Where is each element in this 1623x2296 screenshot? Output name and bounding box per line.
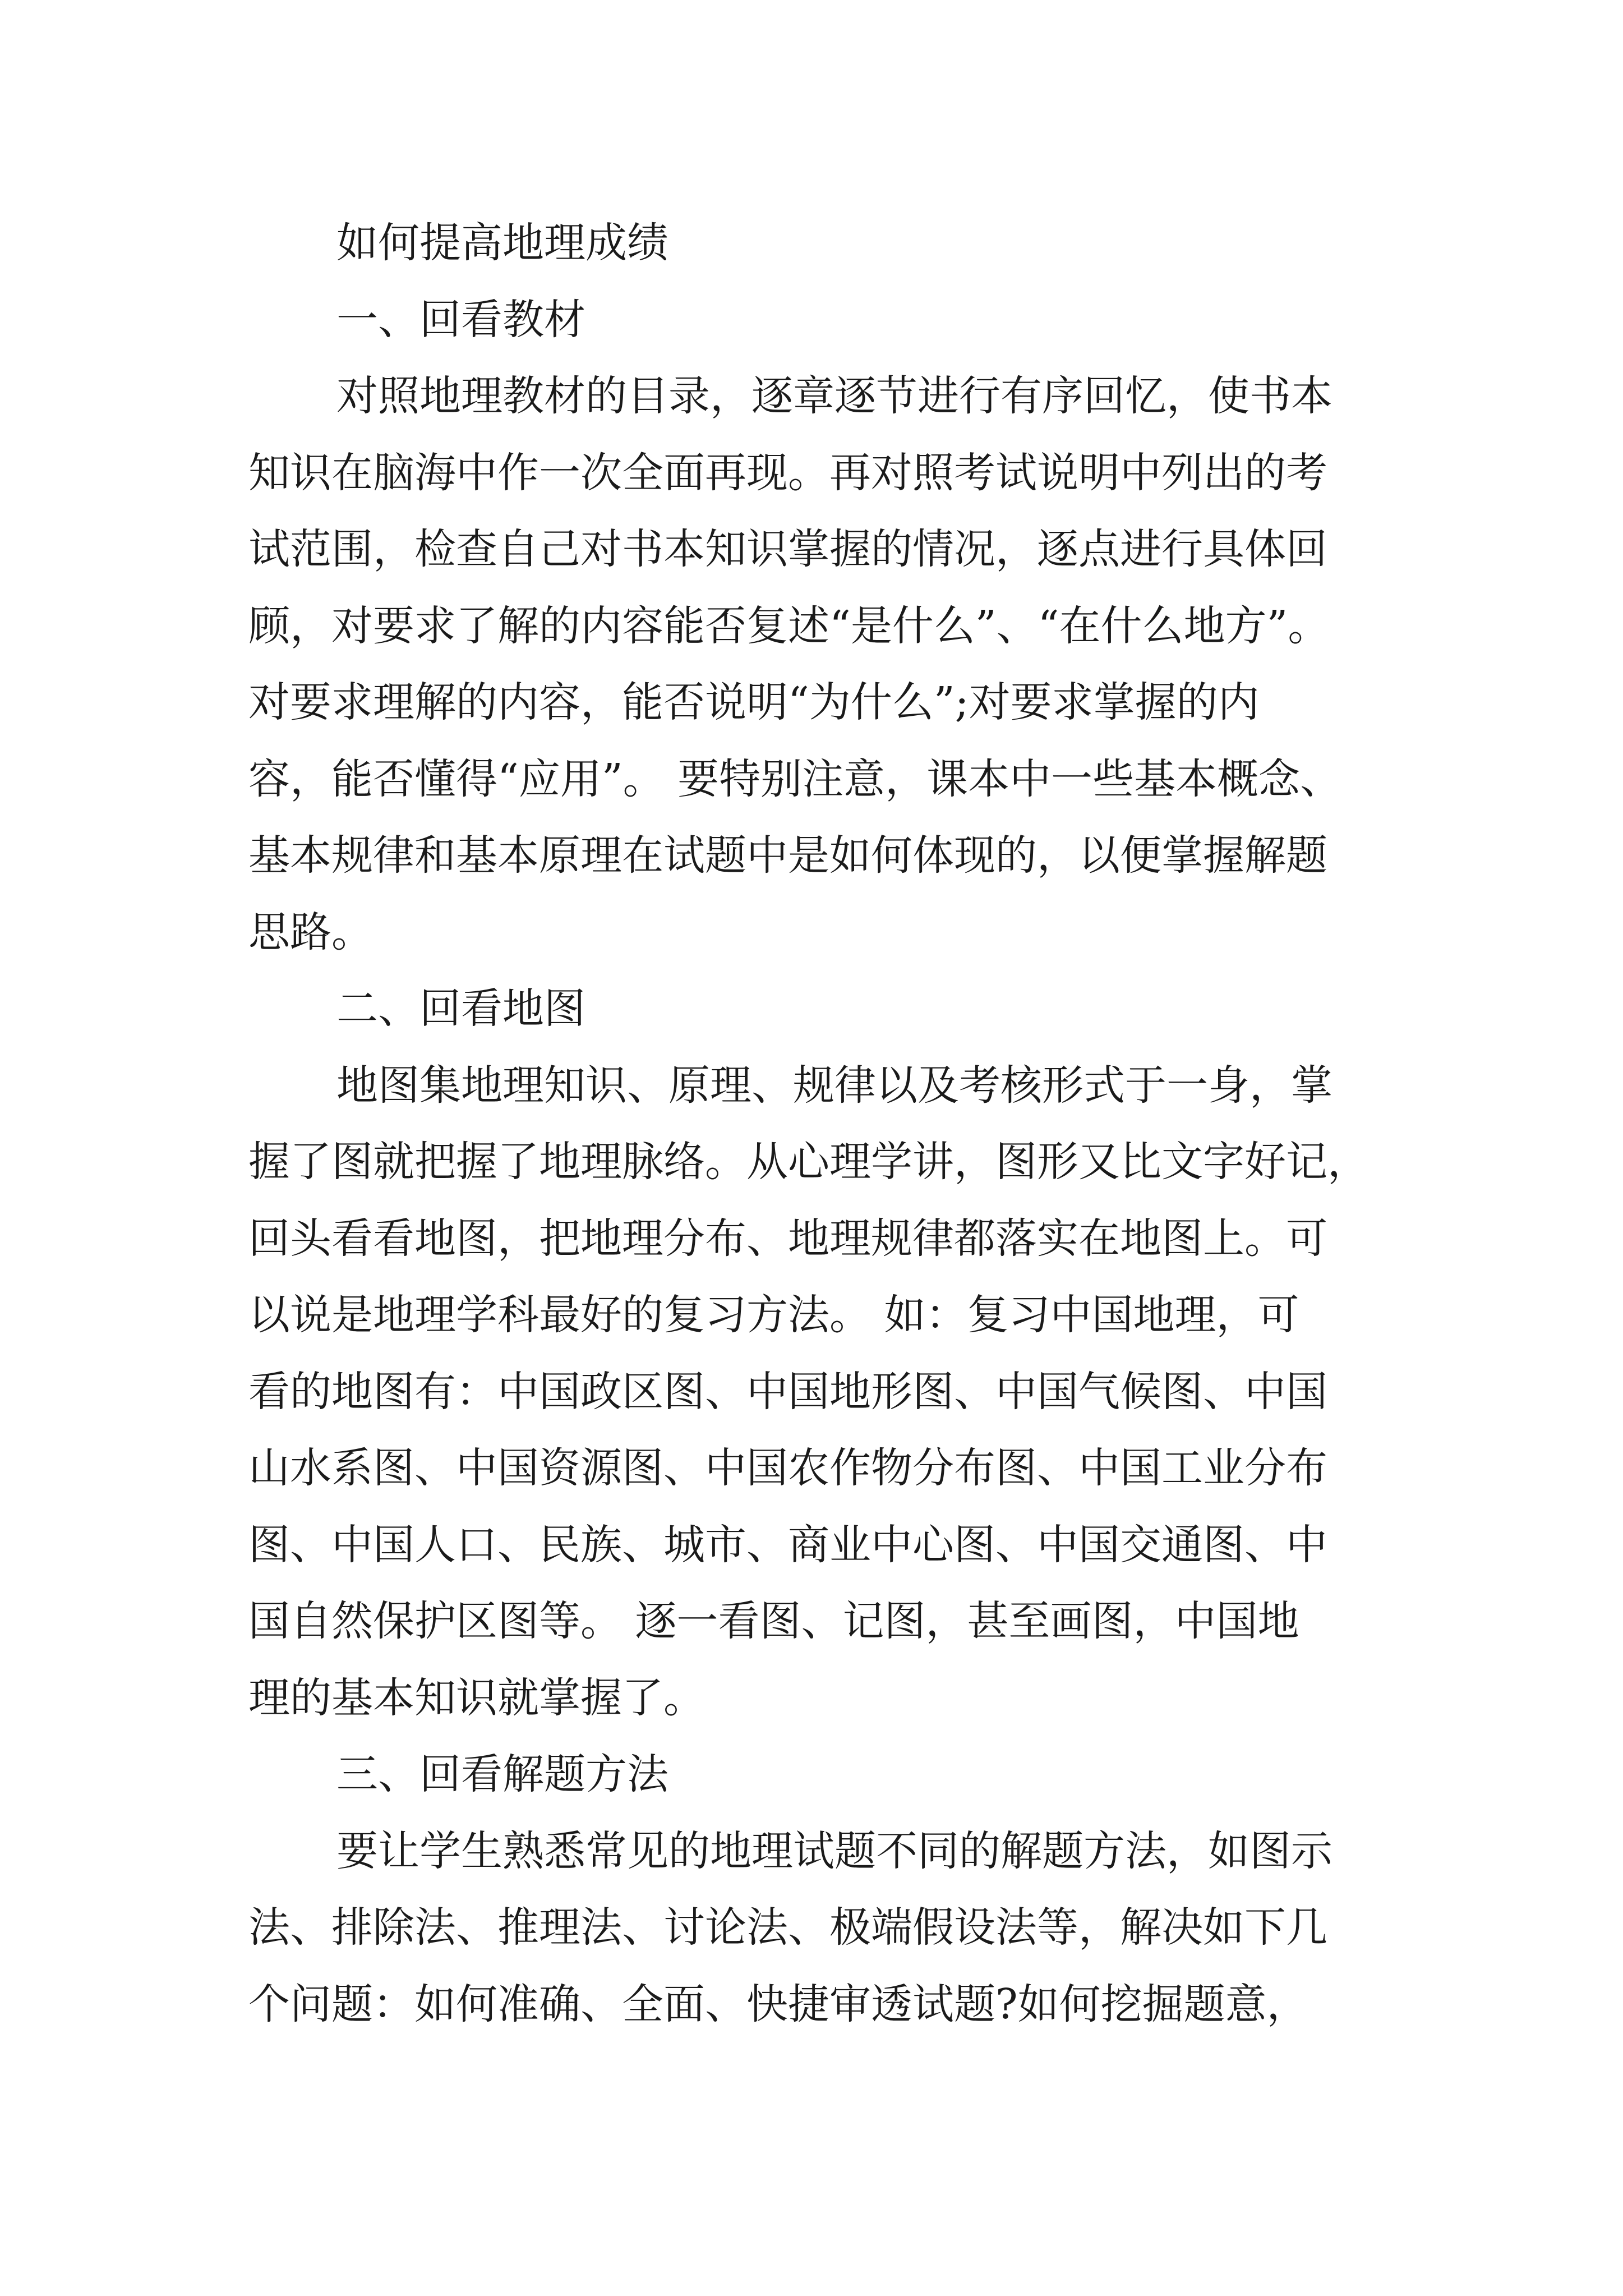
- paragraph-line: 要让学生熟悉常见的地理试题不同的解题方法，如图示: [336, 1827, 1332, 1875]
- paragraph-line: 法、排除法、推理法、讨论法、极端假设法等，解决如下几: [248, 1903, 1327, 1952]
- paragraph-line: 握了图就把握了地理脉络。从心理学讲，图形又比文字好记，: [248, 1138, 1369, 1186]
- paragraph-line: 试范围，检查自己对书本知识掌握的情况，逐点进行具体回: [248, 525, 1327, 573]
- paragraph-line: 思路。: [248, 908, 373, 956]
- paragraph-line: 理的基本知识就掌握了。: [248, 1674, 705, 1722]
- paragraph-line: 顾，对要求了解的内容能否复述“是什么”、“在什么地方”。: [248, 602, 1330, 650]
- paragraph-line: 个问题：如何准确、全面、快捷审透试题?如何挖掘题意，: [248, 1980, 1308, 2028]
- paragraph-line: 容，能否懂得“应用”。 要特别注意，课本中一些基本概念、: [248, 755, 1342, 803]
- paragraph-line: 看的地图有：中国政区图、中国地形图、中国气候图、中国: [248, 1368, 1327, 1416]
- paragraph-line: 国自然保护区图等。 逐一看图、记图，甚至画图，中国地: [248, 1597, 1299, 1645]
- paragraph-line: 知识在脑海中作一次全面再现。再对照考试说明中列出的考: [248, 449, 1327, 497]
- section-heading: 二、回看地图: [336, 984, 585, 1033]
- section-heading: 一、回看教材: [336, 296, 585, 344]
- paragraph-line: 地图集地理知识、原理、规律以及考核形式于一身，掌: [336, 1061, 1332, 1110]
- paragraph-line: 基本规律和基本原理在试题中是如何体现的，以便掌握解题: [248, 831, 1327, 880]
- paragraph-line: 山水系图、中国资源图、中国农作物分布图、中国工业分布: [248, 1444, 1327, 1492]
- paragraph-line: 回头看看地图，把地理分布、地理规律都落实在地图上。可: [248, 1214, 1327, 1263]
- section-heading: 三、回看解题方法: [336, 1750, 668, 1798]
- paragraph-line: 图、中国人口、民族、城市、商业中心图、中国交通图、中: [248, 1521, 1327, 1569]
- paragraph-line: 对照地理教材的目录，逐章逐节进行有序回忆，使书本: [336, 372, 1332, 420]
- document-title: 如何提高地理成绩: [336, 219, 668, 267]
- paragraph-line: 以说是地理学科最好的复习方法。 如：复习中国地理，可: [248, 1291, 1299, 1339]
- paragraph-line: 对要求理解的内容，能否说明“为什么”;对要求掌握的内: [248, 678, 1260, 726]
